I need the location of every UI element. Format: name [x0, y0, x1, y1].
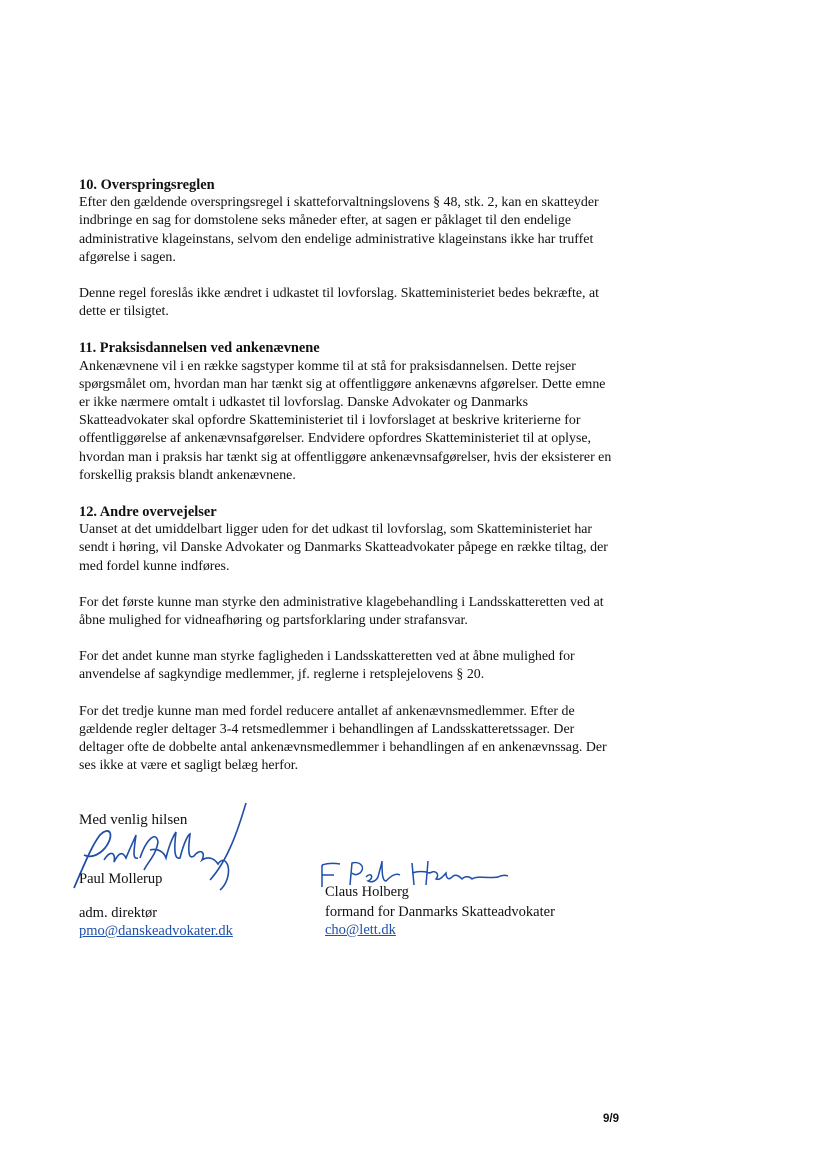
paragraph: For det tredje kunne man med fordel reducere antallet af ankenævnsmedlemmer. Efter de gældende regler deltager 3-4 retsmedlemmer i behandlingen af Landsskatteretssager. Der deltager ofte de dobbelte antal ankenævnsmedlemmer i behandlingen af en ankenævnssag. Der ses ikke at være et sagligt belæg herfor.: [79, 703, 607, 774]
closing-text: Med venlig hilsen: [79, 812, 188, 828]
paragraph: Denne regel foreslås ikke ændret i udkastet til lovforslag. Skatteministeriet bedes bekræfte, at dette er tilsigtet.: [79, 286, 599, 320]
paragraph: Uanset at det umiddelbart ligger uden for det udkast til lovforslag, som Skatteministeriet har sendt i høring, vil Danske Advokater og Danmarks Skatteadvokater påpege en række tiltag, der med fordel kunne indføres.: [79, 522, 608, 574]
section-10: [79, 176, 619, 321]
signatory-email-link[interactable]: pmo@danskeadvokater.dk: [79, 923, 233, 939]
letter-body: [79, 176, 619, 775]
signatory-name: Paul Mollerup: [79, 871, 163, 887]
signatory-email-link[interactable]: cho@lett.dk: [325, 922, 396, 938]
handwritten-signature-2: [312, 855, 522, 900]
signatory-name: Claus Holberg: [325, 884, 409, 900]
section-heading: 11. Praksisdannelsen ved ankenævnene: [79, 340, 320, 357]
section-heading: 10. Overspringsreglen: [79, 177, 215, 193]
paragraph: For det andet kunne man styrke fagligheden i Landsskatteretten ved at åbne mulighed for anvendelse af sagkyndige medlemmer, jf. reglerne i retsplejelovens § 20.: [79, 649, 575, 683]
section-heading: 12. Andre overvejelser: [79, 504, 217, 521]
paragraph: For det første kunne man styrke den administrative klagebehandling i Landsskatteretten ved at åbne mulighed for vidneafhøring og partsforklaring under strafansvar.: [79, 594, 604, 629]
paragraph: Ankenævnene vil i en række sagstyper komme til at stå for praksisdannelsen. Dette rejser spørgsmålet om, hvordan man har tænkt sig at offentliggøre ankenævns afgørelser. Dette emne er ikke nærmere omtalt i udkastet til lovforslag. Danske Advokater og Danmarks Skatteadvokater skal opfordre Skatteministeriet til i lovforslaget at beskrive kriterierne for offentliggørelse af ankenævnsafgørelser. Endvidere opfordres Skatteministeriet til at oplyse, hvordan man i praksis har tænkt sig at offentliggøre ankenævnsafgørelser, hvis der eksisterer en forskellig praksis blandt ankenævnene.: [79, 358, 612, 483]
signatory-title: formand for Danmarks Skatteadvokater: [325, 904, 555, 920]
section-11: [79, 339, 619, 485]
page-number: 9/9: [603, 1113, 619, 1125]
section-12: [79, 503, 619, 775]
signatory-title: adm. direktør: [79, 905, 158, 921]
handwritten-signature-1: [60, 800, 260, 895]
paragraph: Efter den gældende overspringsregel i skatteforvaltningslovens § 48, stk. 2, kan en skatteyder indbringe en sag for domstolene seks måneder efter, at sagen er påklaget til den endelige administrative klageinstans, selvom den endelige administrative klageinstans ikke har truffet afgørelse i sagen.: [79, 195, 599, 265]
